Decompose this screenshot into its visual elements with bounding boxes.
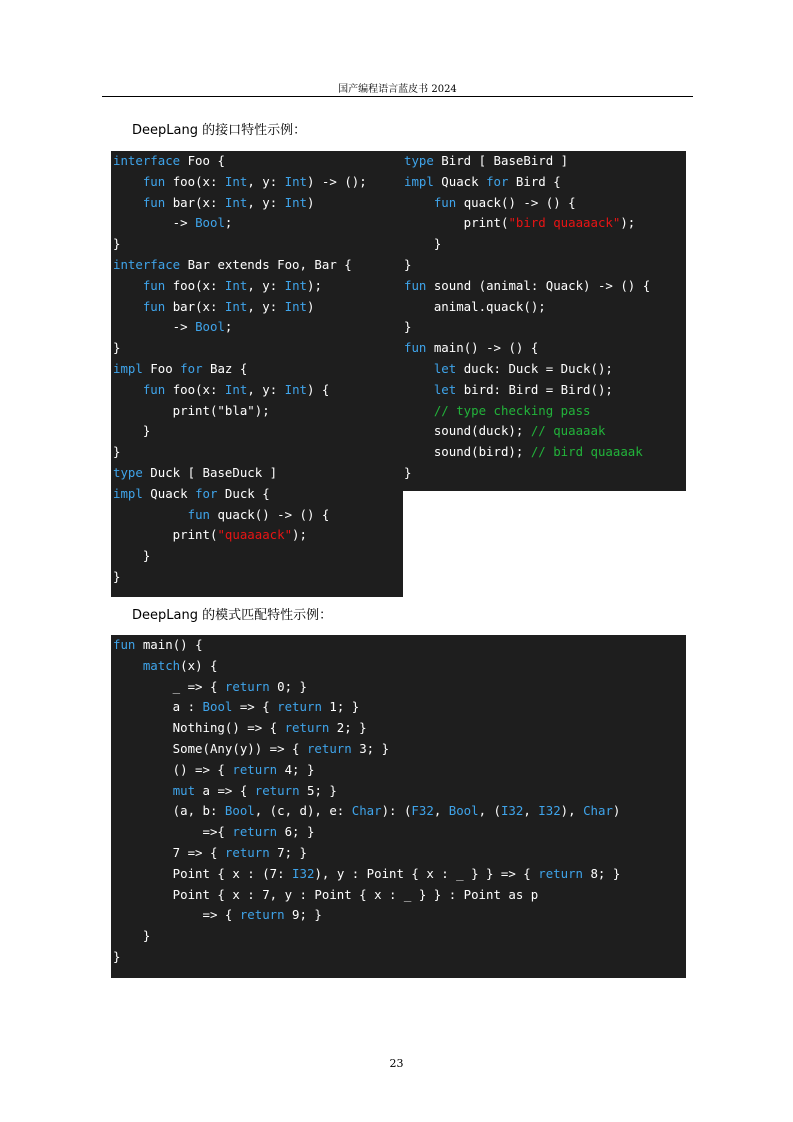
code-keyword: fun — [142, 277, 166, 293]
code-block-right — [403, 151, 686, 491]
code-text: bird: Bird = Bird(); — [456, 381, 613, 397]
code-text: ): ( — [381, 803, 412, 819]
code-line — [113, 484, 403, 505]
code-keyword: fun — [142, 298, 166, 314]
code-text: } — [113, 568, 121, 584]
code-text: 5; } — [299, 782, 337, 798]
code-line — [113, 213, 403, 234]
code-keyword: Int — [224, 298, 248, 314]
code-text: ; — [224, 319, 233, 335]
code-keyword: type — [113, 464, 143, 480]
code-line — [404, 172, 686, 193]
code-text: (x) { — [180, 657, 218, 673]
code-line — [404, 359, 686, 380]
code-text: ), — [560, 803, 584, 819]
code-keyword: I32 — [500, 803, 524, 819]
code-comment: // quaaaak — [530, 423, 606, 439]
code-text: 9; } — [284, 907, 322, 923]
code-line — [113, 905, 686, 926]
code-text: foo(x: — [165, 381, 225, 397]
page-number: 23 — [389, 1057, 404, 1070]
code-text: ; — [224, 215, 233, 231]
code-line — [404, 193, 686, 214]
code-text: main() { — [135, 637, 203, 652]
code-keyword: fun — [113, 637, 136, 652]
code-text — [113, 658, 143, 673]
code-line — [404, 442, 686, 463]
code-line — [113, 317, 403, 338]
code-text: ); — [292, 527, 307, 543]
code-line — [113, 172, 403, 193]
code-text: Quack — [142, 485, 196, 501]
code-text: => { — [113, 907, 240, 923]
code-line — [113, 885, 686, 906]
code-keyword: return — [254, 782, 300, 798]
code-text: -> — [113, 319, 196, 335]
code-line — [113, 656, 686, 677]
code-line — [113, 442, 403, 463]
code-line — [404, 213, 686, 234]
code-line — [113, 781, 686, 802]
code-keyword: for — [195, 485, 218, 501]
code-text: ) { — [307, 381, 330, 397]
code-text: } — [113, 236, 121, 252]
code-keyword: let — [433, 360, 457, 376]
code-text: } — [404, 236, 442, 252]
code-keyword: fun — [404, 340, 427, 356]
code-line — [113, 380, 403, 401]
code-text: main() -> () { — [426, 340, 539, 356]
code-keyword: impl — [113, 360, 143, 376]
code-string: "bird quaaaack" — [508, 215, 621, 231]
code-line — [113, 635, 686, 656]
code-text: sound (animal: Quack) -> () { — [426, 277, 651, 293]
code-keyword: return — [232, 761, 278, 777]
code-line — [113, 801, 686, 822]
code-text: ) — [307, 194, 315, 210]
code-keyword: mut — [172, 782, 196, 798]
code-line — [113, 234, 403, 255]
code-text: print("bla"); — [113, 402, 270, 418]
code-text: ), y : Point { x : _ } } => { — [314, 865, 539, 881]
code-keyword: return — [224, 678, 270, 694]
code-text: print( — [404, 215, 509, 231]
code-line — [113, 401, 403, 422]
code-text: , — [433, 803, 449, 819]
code-text — [404, 382, 434, 397]
code-text: sound(duck); — [404, 423, 531, 439]
code-text: 1; } — [321, 699, 360, 715]
code-line — [113, 843, 686, 864]
code-line — [113, 151, 403, 172]
code-text — [404, 403, 434, 418]
code-keyword: fun — [142, 381, 166, 397]
code-block-left — [111, 151, 403, 597]
code-comment: // type checking pass — [433, 402, 591, 418]
code-keyword: Bool — [448, 803, 479, 819]
caption-interface: DeepLang 的接口特性示例： — [132, 123, 307, 138]
code-text: Baz { — [202, 360, 248, 376]
code-keyword: interface — [113, 153, 181, 168]
code-string: "quaaaack" — [217, 527, 293, 543]
code-line — [113, 505, 403, 526]
code-text: foo(x: — [165, 277, 225, 293]
code-text: , — [523, 803, 539, 819]
code-text: 7; } — [269, 844, 307, 860]
code-text: 3; } — [351, 740, 390, 756]
code-keyword: impl — [113, 485, 143, 501]
code-line — [404, 421, 686, 442]
code-text — [113, 195, 143, 210]
code-text: } — [404, 319, 412, 335]
code-text: Bird { — [508, 173, 561, 189]
code-line — [113, 421, 403, 442]
code-keyword: for — [180, 360, 203, 376]
code-keyword: let — [433, 381, 457, 397]
code-line — [404, 380, 686, 401]
code-text: quack() -> () { — [456, 194, 576, 210]
code-text: print( — [113, 527, 218, 543]
code-line — [113, 864, 686, 885]
code-text: , y: — [247, 277, 285, 293]
code-text: () => { — [113, 761, 233, 777]
code-text — [113, 299, 143, 314]
code-keyword: return — [306, 740, 352, 756]
code-line — [113, 463, 403, 484]
code-line — [404, 151, 686, 172]
code-text: 8; } — [583, 865, 621, 881]
code-text: } — [113, 948, 121, 964]
code-keyword: Int — [224, 173, 248, 189]
code-keyword: Bool — [195, 319, 225, 335]
code-line — [113, 193, 403, 214]
code-text: Some(Any(y)) => { — [113, 740, 307, 756]
code-text: animal.quack(); — [404, 298, 546, 314]
code-keyword: type — [404, 153, 434, 168]
code-keyword: Int — [224, 381, 248, 397]
code-keyword: Char — [583, 803, 613, 819]
code-text: _ => { — [113, 678, 225, 694]
code-text: } — [404, 256, 412, 272]
code-keyword: match — [142, 657, 181, 673]
code-keyword: return — [284, 720, 330, 736]
code-keyword: for — [486, 173, 509, 189]
code-keyword: Int — [284, 381, 308, 397]
code-text: bar(x: — [165, 298, 225, 314]
code-text: , ( — [478, 803, 501, 819]
code-keyword: interface — [113, 256, 181, 272]
code-line — [113, 567, 403, 588]
code-text: foo(x: — [165, 173, 225, 189]
code-text: duck: Duck = Duck(); — [456, 360, 613, 376]
code-keyword: I32 — [292, 865, 315, 881]
code-line — [404, 338, 686, 359]
code-comment: // bird quaaaak — [530, 444, 643, 460]
code-line — [113, 359, 403, 380]
code-text: a : — [113, 699, 203, 715]
code-text — [404, 361, 434, 376]
code-text: } — [404, 464, 412, 480]
code-keyword: Bool — [202, 699, 233, 715]
code-line — [113, 697, 686, 718]
code-line — [404, 401, 686, 422]
code-text: 6; } — [277, 824, 315, 840]
code-text: Nothing() => { — [113, 720, 285, 736]
code-text: (a, b: — [113, 803, 225, 819]
code-line — [113, 926, 686, 947]
code-text: , y: — [247, 298, 285, 314]
code-text: , y: — [247, 194, 285, 210]
code-text: , (c, d), e: — [254, 803, 352, 819]
code-text: Bird [ BaseBird ] — [433, 153, 569, 168]
code-keyword: Bool — [224, 803, 255, 819]
code-keyword: fun — [187, 506, 210, 522]
code-text — [404, 195, 434, 210]
code-keyword: fun — [404, 277, 427, 293]
code-text: Duck [ BaseDuck ] — [142, 464, 278, 480]
code-text: Quack — [433, 173, 487, 189]
code-text: Bar extends Foo, Bar { — [180, 256, 352, 272]
code-line — [113, 338, 403, 359]
code-text: 0; } — [269, 678, 307, 694]
code-text — [113, 382, 143, 397]
code-text: sound(bird); — [404, 444, 531, 460]
code-text: ) -> (); — [307, 173, 367, 189]
code-keyword: fun — [433, 194, 457, 210]
code-text: Foo { — [180, 153, 225, 168]
code-text: } — [113, 928, 151, 944]
code-line — [113, 718, 686, 739]
code-line — [113, 760, 686, 781]
code-line — [113, 677, 686, 698]
code-text: Foo — [142, 360, 181, 376]
code-text — [113, 783, 173, 798]
code-text: } — [113, 548, 151, 564]
code-keyword: return — [538, 865, 583, 881]
code-line — [113, 739, 686, 760]
code-line — [404, 297, 686, 318]
code-line — [404, 255, 686, 276]
code-text: => { — [232, 699, 278, 715]
code-text: =>{ — [113, 824, 233, 840]
code-line — [113, 297, 403, 318]
code-text: } — [113, 340, 121, 356]
code-block-match — [111, 635, 686, 978]
code-text: quack() -> () { — [210, 506, 330, 522]
code-text: -> — [113, 215, 196, 231]
code-text: Duck { — [217, 485, 270, 501]
code-keyword: Char — [351, 803, 382, 819]
code-text: bar(x: — [165, 194, 225, 210]
code-line — [113, 546, 403, 567]
code-keyword: F32 — [411, 803, 434, 819]
header-rule — [102, 96, 693, 97]
code-keyword: Int — [284, 298, 308, 314]
code-text: , y: — [247, 381, 285, 397]
code-keyword: Bool — [195, 215, 225, 231]
code-keyword: Int — [284, 194, 308, 210]
code-text: } — [113, 423, 151, 439]
code-keyword: return — [239, 907, 285, 923]
code-text: Point { x : (7: — [113, 865, 293, 881]
code-text: a => { — [195, 782, 255, 798]
code-keyword: I32 — [538, 803, 561, 819]
code-text — [113, 507, 188, 522]
code-text: Point { x : 7, y : Point { x : _ } } : Point as p — [113, 886, 539, 902]
code-text: ) — [307, 298, 315, 314]
page-header: 国产编程语言蓝皮书 2024 — [338, 84, 457, 95]
code-line — [404, 463, 686, 484]
code-text: , y: — [247, 173, 285, 189]
code-line — [113, 525, 403, 546]
code-text: } — [113, 444, 121, 460]
code-line — [113, 255, 403, 276]
code-text: 4; } — [277, 761, 315, 777]
code-keyword: Int — [224, 194, 248, 210]
code-text — [113, 278, 143, 293]
code-text: 7 => { — [113, 844, 225, 860]
code-keyword: return — [224, 844, 270, 860]
code-keyword: return — [232, 824, 278, 840]
code-text: ); — [620, 215, 636, 231]
code-keyword: return — [277, 699, 322, 715]
code-text — [113, 174, 143, 189]
code-keyword: Int — [224, 277, 248, 293]
code-line — [404, 234, 686, 255]
code-keyword: Int — [284, 277, 308, 293]
code-text: ) — [612, 803, 621, 819]
code-keyword: fun — [142, 173, 166, 189]
code-line — [113, 276, 403, 297]
code-keyword: fun — [142, 194, 166, 210]
code-line — [113, 947, 686, 968]
code-line — [404, 317, 686, 338]
caption-pattern: DeepLang 的模式匹配特性示例： — [132, 608, 333, 623]
code-line — [404, 276, 686, 297]
code-keyword: Int — [284, 173, 308, 189]
code-keyword: impl — [404, 173, 434, 189]
code-text: 2; } — [329, 720, 367, 736]
code-text: ); — [307, 277, 322, 293]
code-line — [113, 822, 686, 843]
